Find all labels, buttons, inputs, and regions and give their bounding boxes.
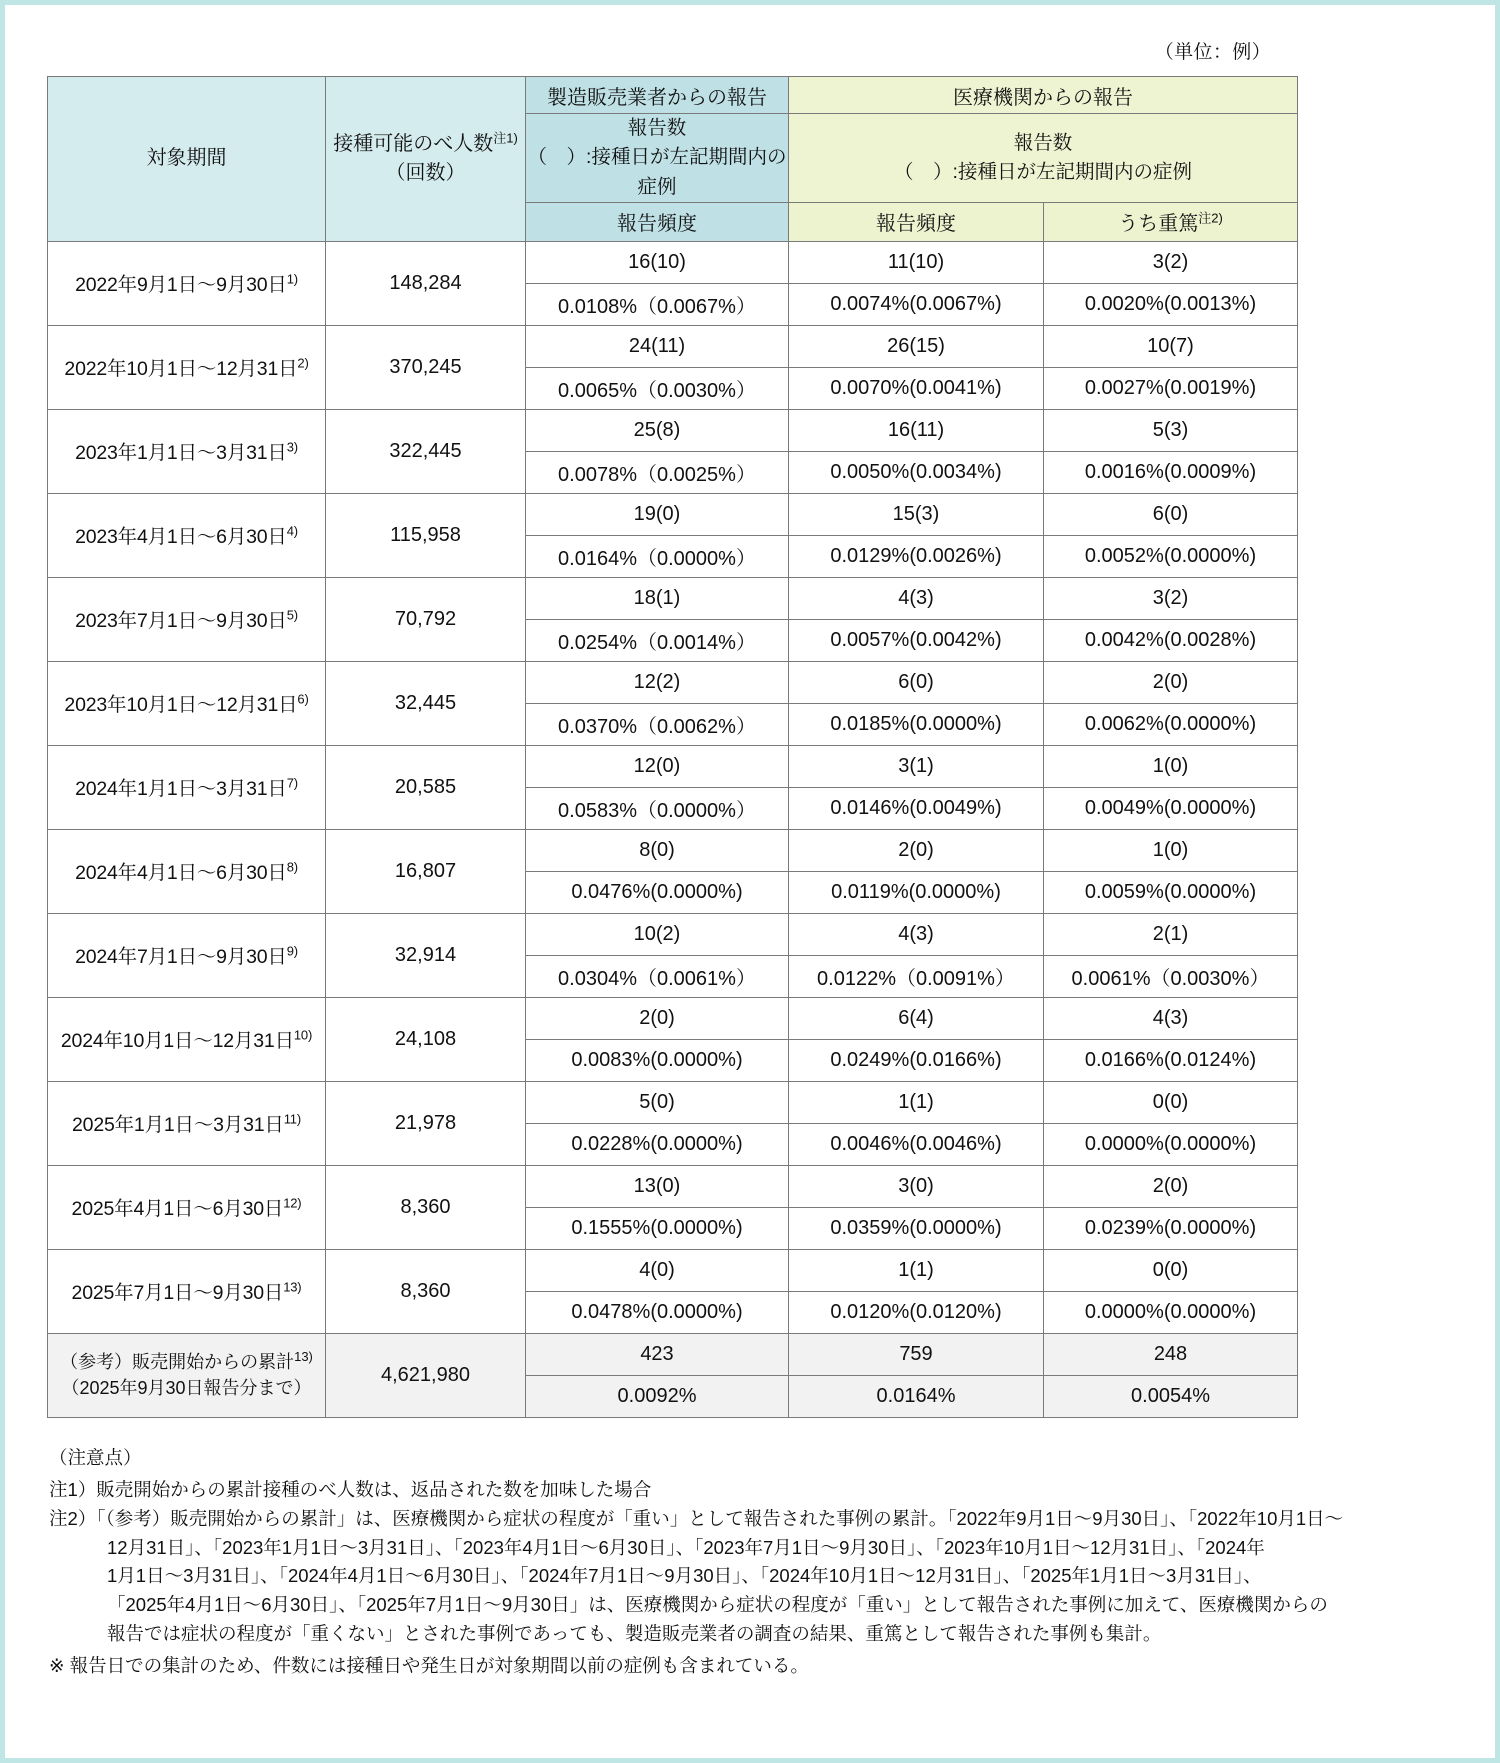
cell-mah-count: 12(2) (526, 661, 789, 703)
cell-doses: 115,958 (326, 493, 526, 577)
period-superscript: 8) (286, 859, 298, 875)
mah-reports-line2: （ ）:接種日が左記期間内の症例 (527, 146, 787, 198)
cell-institution-frequency: 0.0074%(0.0067%) (789, 283, 1044, 325)
table-row (48, 1249, 1298, 1291)
period-superscript: 10) (293, 1027, 313, 1043)
cell-mah-frequency: 0.0228%(0.0000%) (526, 1123, 789, 1165)
period-superscript: 4) (286, 523, 298, 539)
cell-doses: 8,360 (326, 1249, 526, 1333)
cell-doses: 322,445 (326, 409, 526, 493)
cell-institution-count: 6(0) (789, 661, 1044, 703)
adverse-event-report-table (47, 76, 1298, 1418)
cell-doses: 21,978 (326, 1081, 526, 1165)
cell-institution-frequency: 0.0185%(0.0000%) (789, 703, 1044, 745)
period-superscript: 6) (297, 691, 309, 707)
total-label-superscript: 13) (294, 1349, 313, 1365)
cell-serious-frequency: 0.0000%(0.0000%) (1044, 1291, 1298, 1333)
cell-mah-frequency: 0.0164%（0.0000%） (526, 535, 789, 577)
cell-doses: 32,914 (326, 913, 526, 997)
cell-serious-frequency: 0.0166%(0.0124%) (1044, 1039, 1298, 1081)
cell-institution-frequency: 0.0057%(0.0042%) (789, 619, 1044, 661)
cell-institution-count: 26(15) (789, 325, 1044, 367)
table-body (48, 241, 1298, 1417)
cell-serious-frequency: 0.0042%(0.0028%) (1044, 619, 1298, 661)
cell-total-institution-count: 759 (789, 1333, 1044, 1375)
cell-doses: 8,360 (326, 1165, 526, 1249)
cell-mah-frequency: 0.0254%（0.0014%） (526, 619, 789, 661)
period-superscript: 1) (286, 271, 298, 287)
cell-serious-frequency: 0.0016%(0.0009%) (1044, 451, 1298, 493)
cell-serious-count: 0(0) (1044, 1081, 1298, 1123)
cell-doses: 370,245 (326, 325, 526, 409)
cell-serious-frequency: 0.0239%(0.0000%) (1044, 1207, 1298, 1249)
total-label-line2: （2025年9月30日報告分まで） (61, 1378, 312, 1399)
col-header-mah-frequency: 報告頻度 (526, 202, 789, 241)
cell-period: 2025年1月1日〜3月31日$^{11)}$ (48, 1081, 326, 1165)
cell-mah-count: 2(0) (526, 997, 789, 1039)
table-row (48, 913, 1298, 955)
cell-mah-count: 19(0) (526, 493, 789, 535)
cell-serious-count: 0(0) (1044, 1249, 1298, 1291)
col-header-doses-sup: 注1) (493, 130, 518, 146)
table-row (48, 829, 1298, 871)
cell-mah-count: 18(1) (526, 577, 789, 619)
cell-serious-count: 2(1) (1044, 913, 1298, 955)
cell-institution-count: 1(1) (789, 1249, 1044, 1291)
cell-institution-count: 15(3) (789, 493, 1044, 535)
period-superscript: 5) (286, 607, 298, 623)
cell-serious-count: 2(0) (1044, 1165, 1298, 1207)
footnote-star: ※ 報告日での集計のため、件数には接種日や発生日が対象期間以前の症例も含まれている。 (49, 1655, 809, 1677)
cell-mah-frequency: 0.0304%（0.0061%） (526, 955, 789, 997)
cell-institution-frequency: 0.0129%(0.0026%) (789, 535, 1044, 577)
cell-serious-frequency: 0.0049%(0.0000%) (1044, 787, 1298, 829)
cell-mah-count: 5(0) (526, 1081, 789, 1123)
table-row (48, 325, 1298, 367)
table-row (48, 745, 1298, 787)
inst-reports-line2: （ ）:接種日が左記期間内の症例 (894, 160, 1192, 183)
col-header-period: 対象期間 (48, 77, 326, 242)
cell-institution-frequency: 0.0122%（0.0091%） (789, 955, 1044, 997)
period-superscript: 13) (283, 1279, 302, 1295)
cell-institution-count: 6(4) (789, 997, 1044, 1039)
cell-institution-frequency: 0.0249%(0.0166%) (789, 1039, 1044, 1081)
cell-institution-count: 3(1) (789, 745, 1044, 787)
cell-institution-count: 4(3) (789, 913, 1044, 955)
col-header-doses (326, 77, 526, 242)
col-header-doses-line2: （回数） (385, 161, 466, 184)
cell-mah-count: 10(2) (526, 913, 789, 955)
total-label-line1: （参考）販売開始からの累計 (60, 1352, 295, 1373)
cell-period: 2024年4月1日〜6月30日$^{8)}$ (48, 829, 326, 913)
period-superscript: 11) (283, 1111, 301, 1127)
cell-mah-frequency: 0.1555%(0.0000%) (526, 1207, 789, 1249)
cell-total-serious-frequency: 0.0054% (1044, 1375, 1298, 1417)
cell-institution-frequency: 0.0146%(0.0049%) (789, 787, 1044, 829)
table-row (48, 409, 1298, 451)
cell-period: 2023年4月1日〜6月30日$^{4)}$ (48, 493, 326, 577)
cell-doses: 24,108 (326, 997, 526, 1081)
cell-period: 2025年4月1日〜6月30日$^{12)}$ (48, 1165, 326, 1249)
cell-institution-count: 11(10) (789, 241, 1044, 283)
footnote-1: 注1）販売開始からの累計接種のべ人数は、返品された数を加味した場合 (49, 1479, 652, 1501)
col-header-institution-group: 医療機関からの報告 (789, 77, 1298, 114)
cell-mah-frequency: 0.0370%（0.0062%） (526, 703, 789, 745)
cell-serious-count: 3(2) (1044, 577, 1298, 619)
cell-period: 2022年9月1日〜9月30日$^{1)}$ (48, 241, 326, 325)
cell-serious-frequency: 0.0027%(0.0019%) (1044, 367, 1298, 409)
cell-period: 2022年10月1日〜12月31日$^{2)}$ (48, 325, 326, 409)
cell-institution-count: 16(11) (789, 409, 1044, 451)
period-superscript: 2) (297, 355, 309, 371)
col-header-mah-group: 製造販売業者からの報告 (526, 77, 789, 114)
col-header-serious (1044, 202, 1298, 241)
cell-mah-frequency: 0.0083%(0.0000%) (526, 1039, 789, 1081)
cell-mah-count: 12(0) (526, 745, 789, 787)
cell-institution-count: 3(0) (789, 1165, 1044, 1207)
cell-mah-frequency: 0.0078%（0.0025%） (526, 451, 789, 493)
cell-period: 2023年1月1日〜3月31日$^{3)}$ (48, 409, 326, 493)
cell-mah-frequency: 0.0583%（0.0000%） (526, 787, 789, 829)
col-header-institution-frequency: 報告頻度 (789, 202, 1044, 241)
cell-mah-count: 16(10) (526, 241, 789, 283)
table-header (48, 77, 1298, 242)
cell-mah-frequency: 0.0476%(0.0000%) (526, 871, 789, 913)
table-row (48, 1081, 1298, 1123)
cell-total-institution-frequency: 0.0164% (789, 1375, 1044, 1417)
cell-doses: 70,792 (326, 577, 526, 661)
cell-total-serious-count: 248 (1044, 1333, 1298, 1375)
cell-period: 2024年7月1日〜9月30日$^{9)}$ (48, 913, 326, 997)
cell-institution-frequency: 0.0050%(0.0034%) (789, 451, 1044, 493)
footnotes (49, 1444, 1469, 1681)
cell-total-mah-count: 423 (526, 1333, 789, 1375)
col-header-mah-reports (526, 114, 789, 203)
cell-serious-count: 3(2) (1044, 241, 1298, 283)
col-header-institution-reports (789, 114, 1298, 203)
cell-period: 2023年10月1日〜12月31日$^{6)}$ (48, 661, 326, 745)
cell-serious-count: 1(0) (1044, 745, 1298, 787)
period-superscript: 9) (286, 943, 298, 959)
inst-reports-line1: 報告数 (1013, 131, 1073, 154)
cell-period: 2025年7月1日〜9月30日$^{13)}$ (48, 1249, 326, 1333)
col-header-doses-line1: 接種可能のべ人数 (333, 132, 494, 155)
table-row-total (48, 1333, 1298, 1375)
cell-total-label (48, 1333, 326, 1417)
table-row (48, 241, 1298, 283)
cell-mah-frequency: 0.0108%（0.0067%） (526, 283, 789, 325)
table-row (48, 997, 1298, 1039)
cell-mah-count: 4(0) (526, 1249, 789, 1291)
table-row (48, 577, 1298, 619)
cell-serious-frequency: 0.0052%(0.0000%) (1044, 535, 1298, 577)
cell-mah-count: 8(0) (526, 829, 789, 871)
cell-doses: 32,445 (326, 661, 526, 745)
cell-period: 2024年1月1日〜3月31日$^{7)}$ (48, 745, 326, 829)
cell-mah-count: 13(0) (526, 1165, 789, 1207)
cell-institution-count: 2(0) (789, 829, 1044, 871)
table-row (48, 661, 1298, 703)
period-superscript: 3) (286, 439, 298, 455)
cell-mah-count: 24(11) (526, 325, 789, 367)
cell-mah-frequency: 0.0065%（0.0030%） (526, 367, 789, 409)
cell-serious-count: 4(3) (1044, 997, 1298, 1039)
cell-mah-frequency: 0.0478%(0.0000%) (526, 1291, 789, 1333)
cell-institution-frequency: 0.0119%(0.0000%) (789, 871, 1044, 913)
cell-serious-count: 1(0) (1044, 829, 1298, 871)
serious-sup: 注2) (1198, 210, 1223, 226)
mah-reports-line1: 報告数 (627, 117, 687, 139)
table-row (48, 1165, 1298, 1207)
cell-period: 2023年7月1日〜9月30日$^{5)}$ (48, 577, 326, 661)
cell-mah-count: 25(8) (526, 409, 789, 451)
cell-serious-frequency: 0.0062%(0.0000%) (1044, 703, 1298, 745)
unit-note: （単位：例） (1154, 42, 1271, 63)
cell-institution-count: 1(1) (789, 1081, 1044, 1123)
serious-label: うち重篤 (1118, 213, 1199, 236)
cell-serious-count: 5(3) (1044, 409, 1298, 451)
cell-doses: 148,284 (326, 241, 526, 325)
cell-institution-count: 4(3) (789, 577, 1044, 619)
cell-serious-frequency: 0.0020%(0.0013%) (1044, 283, 1298, 325)
cell-serious-count: 10(7) (1044, 325, 1298, 367)
cell-serious-count: 6(0) (1044, 493, 1298, 535)
cell-institution-frequency: 0.0120%(0.0120%) (789, 1291, 1044, 1333)
cell-total-doses: 4,621,980 (326, 1333, 526, 1417)
cell-serious-frequency: 0.0061%（0.0030%） (1044, 955, 1298, 997)
footnote-2-line2: 12月31日」、「2023年1月1日〜3月31日」、「2023年4月1日〜6月30日」、「2023年7月1日〜9月30日」、「2023年10月1日〜12月31日」、「2024年 (107, 1536, 1265, 1558)
cell-total-mah-frequency: 0.0092% (526, 1375, 789, 1417)
cell-institution-frequency: 0.0046%(0.0046%) (789, 1123, 1044, 1165)
cell-institution-frequency: 0.0359%(0.0000%) (789, 1207, 1044, 1249)
cell-serious-frequency: 0.0000%(0.0000%) (1044, 1123, 1298, 1165)
cell-serious-count: 2(0) (1044, 661, 1298, 703)
cell-institution-frequency: 0.0070%(0.0041%) (789, 367, 1044, 409)
footnote-2-line3: 1月1日〜3月31日」、「2024年4月1日〜6月30日」、「2024年7月1日〜9月30日」、「2024年10月1日〜12月31日」、「2025年1月1日〜3月31日」、 (107, 1565, 1262, 1587)
footnote-2-line4: 「2025年4月1日〜6月30日」、「2025年7月1日〜9月30日」は、医療機関から症状の程度が「重い」として報告された事例に加えて、医療機関からの (107, 1594, 1328, 1616)
footnote-2-line5: 報告では症状の程度が「重くない」とされた事例であっても、製造販売業者の調査の結果、重篤として報告された事例も集計。 (107, 1622, 1162, 1644)
table-row (48, 493, 1298, 535)
cell-doses: 16,807 (326, 829, 526, 913)
period-superscript: 12) (283, 1195, 302, 1211)
footnote-2-line1: 注2）「（参考）販売開始からの累計」は、医療機関から症状の程度が「重い」として報告された事例の累計。「2022年9月1日〜9月30日」、「2022年10月1日〜 (49, 1508, 1344, 1530)
cell-doses: 20,585 (326, 745, 526, 829)
footnotes-title: （注意点） (49, 1446, 142, 1468)
period-superscript: 7) (286, 775, 298, 791)
cell-period: 2024年10月1日〜12月31日$^{10)}$ (48, 997, 326, 1081)
cell-serious-frequency: 0.0059%(0.0000%) (1044, 871, 1298, 913)
